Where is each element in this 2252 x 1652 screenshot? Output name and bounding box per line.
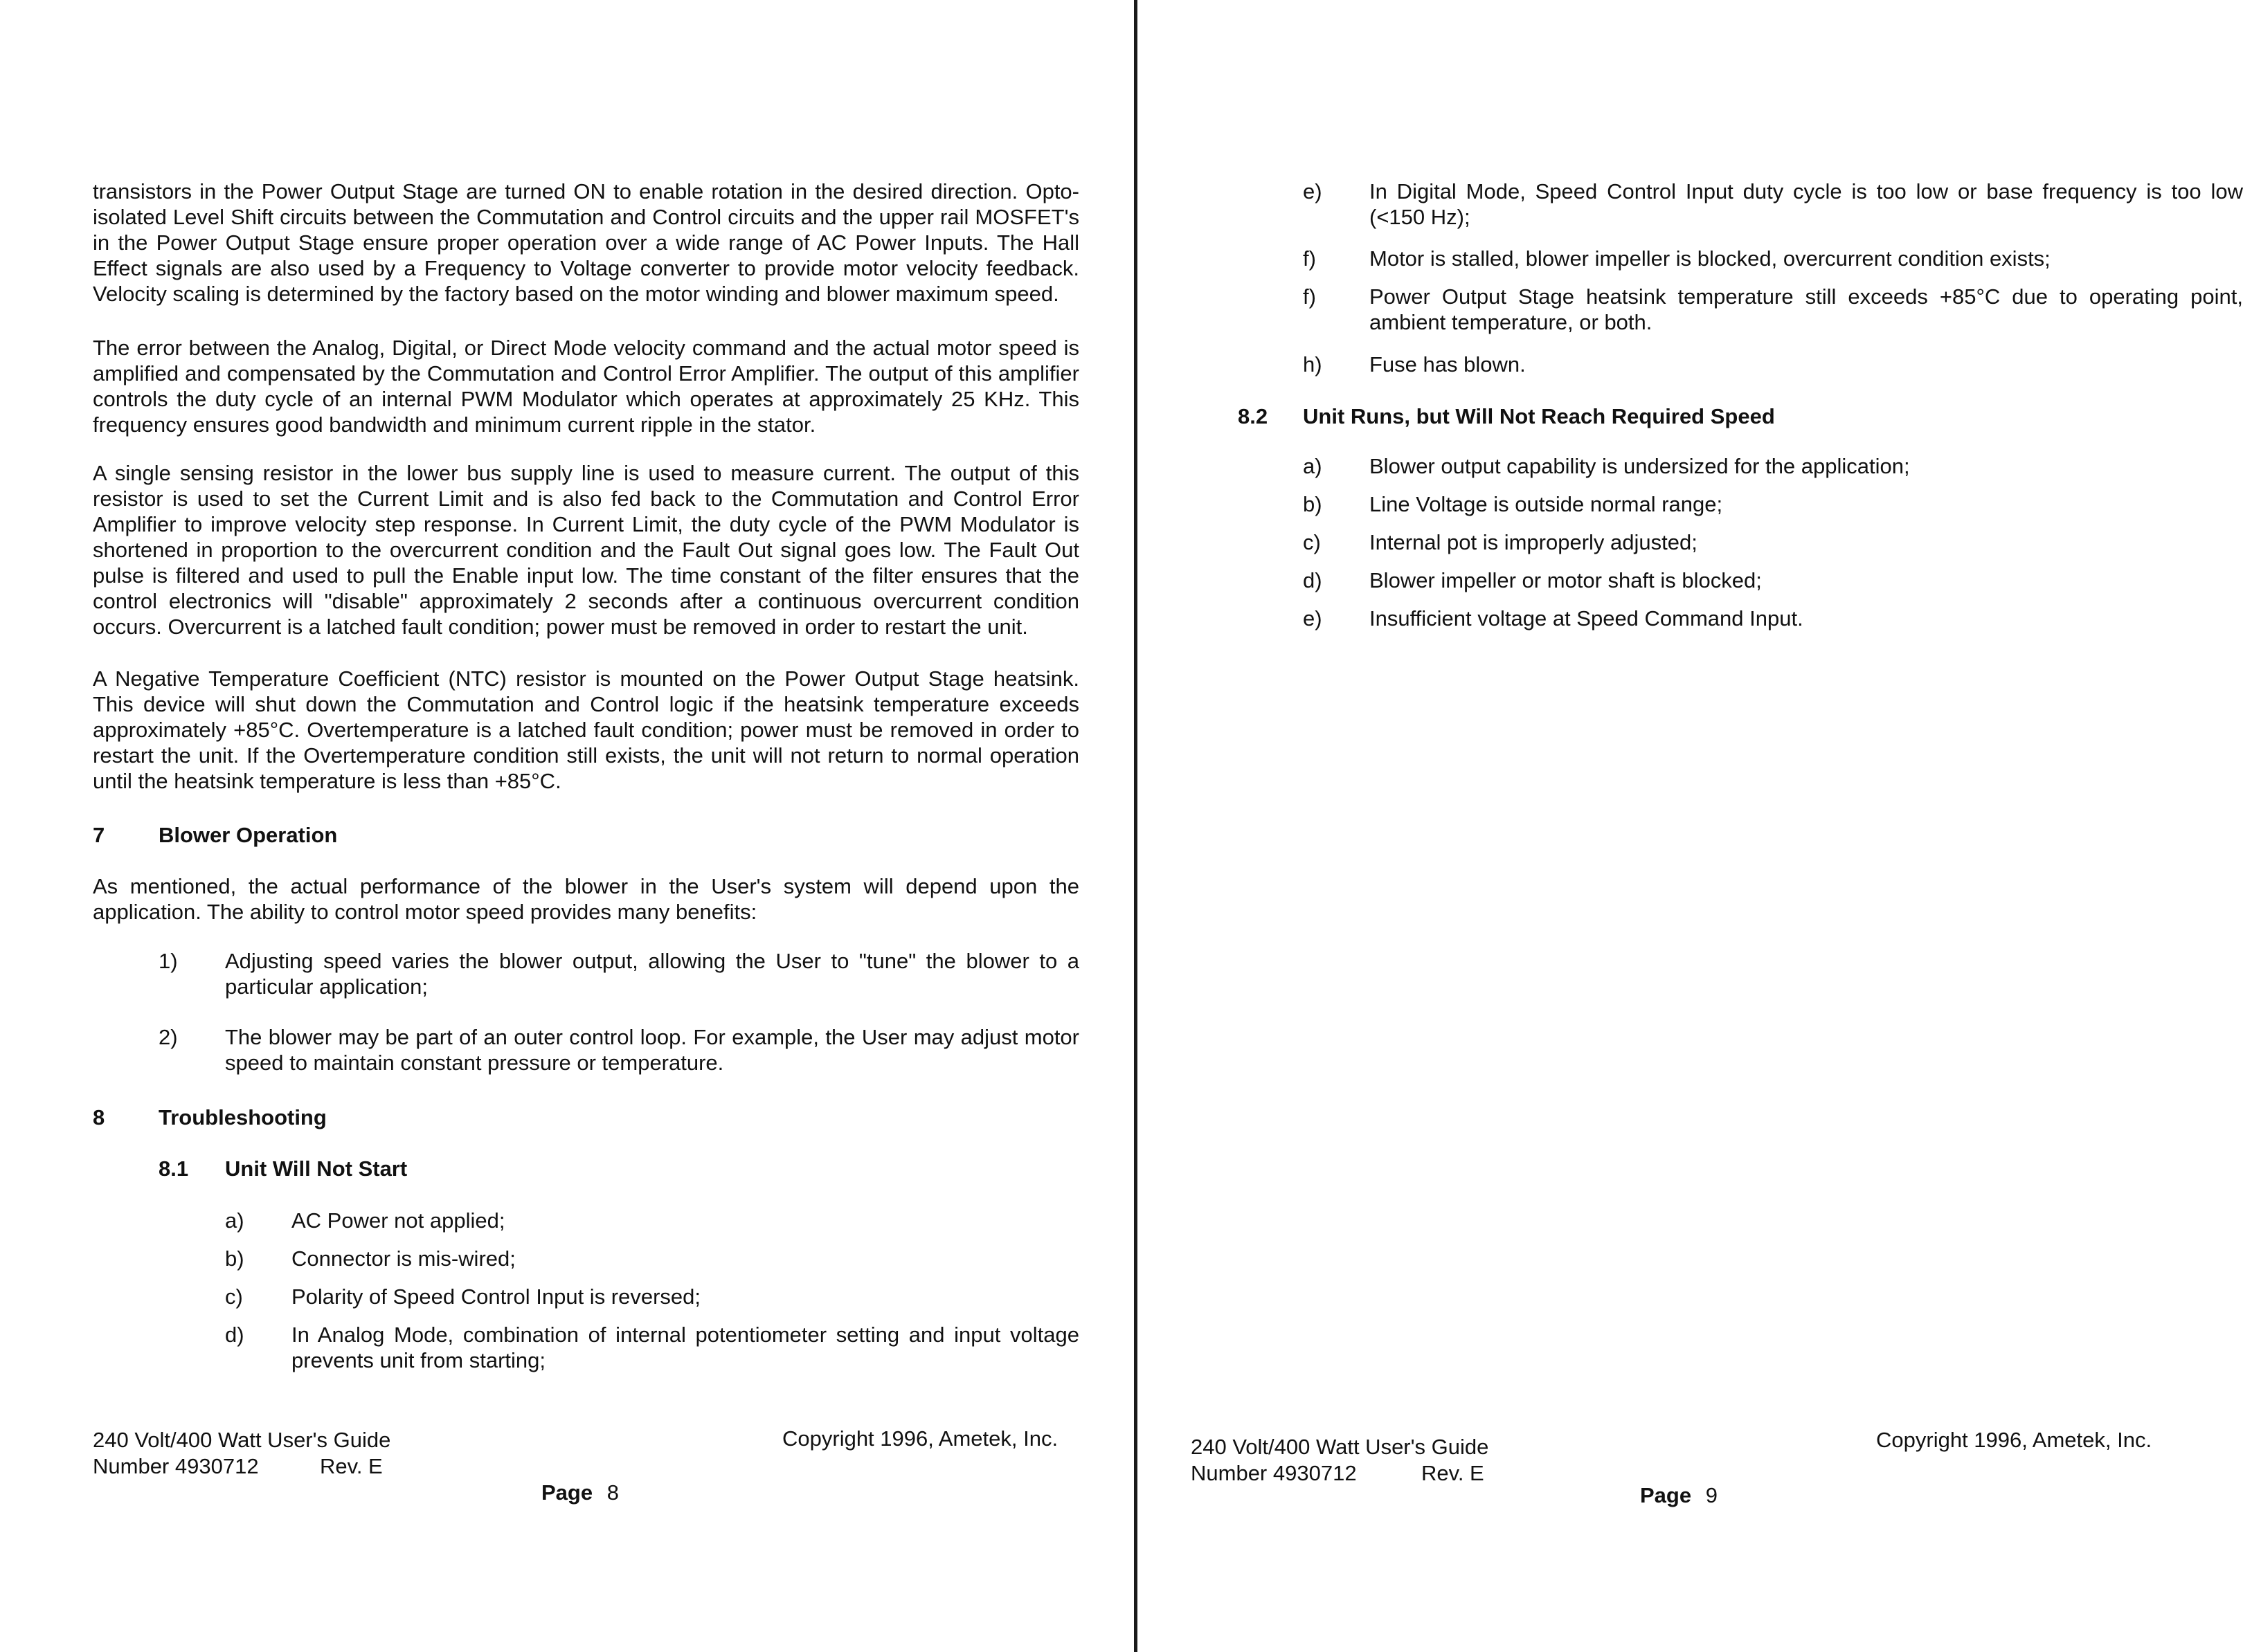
list-item (1303, 352, 2243, 379)
list-item (1303, 246, 2243, 273)
list-item (159, 1024, 1079, 1080)
list-label: b) (225, 1246, 244, 1271)
section-number: 8.1 (159, 1156, 189, 1181)
footer-copyright: Copyright 1996, Ametek, Inc. (1876, 1428, 2152, 1452)
list-text: Adjusting speed varies the blower output, allowing the User to "tune" the blower to a particular application; (225, 949, 1079, 999)
page-number-value: 9 (1705, 1483, 1718, 1507)
list-text: AC Power not applied; (291, 1208, 505, 1233)
list-text: Insufficient voltage at Speed Command Input. (1369, 606, 1803, 630)
page-number (541, 1480, 680, 1505)
list-item (159, 948, 1079, 1004)
list-text: Blower impeller or motor shaft is blocked; (1369, 568, 1762, 592)
page-number (1640, 1482, 1778, 1508)
section-8-1-heading (159, 1156, 643, 1183)
list-item (1303, 568, 2243, 595)
list-item (1303, 284, 2243, 339)
paragraph-ntc-resistor: A Negative Temperature Coefficient (NTC) resistor is mounted on the Power Output Stage heatsink. This device will shut down the Commutation and Control logic if the heatsink temperature exceeds approximately +85°C. Overtemperature is a latched fault condition; power must be removed in order to restart the unit. If the Overtemperature condition still exists, the unit will not return to normal operation until the heatsink temperature is less than +85°C. (93, 666, 1079, 793)
list-label: d) (225, 1323, 244, 1347)
section-8-heading (93, 1105, 508, 1132)
page-number-value: 8 (606, 1480, 619, 1505)
footer-doc-number: Number 4930712 (1191, 1461, 1357, 1485)
footer-doc-number: Number 4930712 (93, 1454, 259, 1478)
section-number: 7 (93, 823, 105, 847)
section-number: 8 (93, 1105, 105, 1129)
list-label: c) (1303, 530, 1321, 554)
footer-guide-title: 240 Volt/400 Watt User's Guide (93, 1428, 391, 1452)
list-text: In Analog Mode, combination of internal potentiometer setting and input voltage prevents unit from starting; (291, 1323, 1079, 1372)
list-item (225, 1322, 1079, 1377)
section-title: Troubleshooting (159, 1105, 327, 1129)
page-label: Page (541, 1480, 593, 1505)
list-label: a) (1303, 454, 1322, 478)
right-page (1142, 0, 2252, 1652)
page-label: Page (1640, 1483, 1692, 1507)
list-label: 1) (159, 949, 178, 973)
list-label: 2) (159, 1025, 178, 1049)
list-text: The blower may be part of an outer control loop. For example, the User may adjust motor speed to maintain constant pressure or temperature. (225, 1025, 1079, 1075)
footer-doc-number-row (1191, 1460, 1537, 1487)
paragraph-current-limit: A single sensing resistor in the lower bus supply line is used to measure current. The output of this resistor is used to set the Current Limit and is also fed back to the Commutation and Control Error Amplifier to improve velocity step response. In Current Limit, the duty cycle of the PWM Modulator is shortened in proportion to the overcurrent condition and the Fault Out signal goes low. The Fault Out pulse is filtered and used to pull the Enable input low. The time constant of the filter ensures that the control electronics will "disable" approximately 2 seconds after a continuous overcurrent condition occurs. Overcurrent is a latched fault condition; power must be removed in order to restart the unit. (93, 461, 1079, 639)
paragraph-error-amplifier: The error between the Analog, Digital, or Direct Mode velocity command and the actual motor speed is amplified and compensated by the Commutation and Control Error Amplifier. The output of this amplifier controls the duty cycle of an internal PWM Modulator which operates at approximately 25 KHz. This frequency ensures good bandwidth and minimum current ripple in the stator. (93, 336, 1079, 437)
footer-copyright: Copyright 1996, Ametek, Inc. (782, 1426, 1059, 1451)
list-label: e) (1303, 179, 1322, 203)
list-item (225, 1284, 1079, 1311)
paragraph-power-output: transistors in the Power Output Stage are turned ON to enable rotation in the desired direction. Opto-isolated Level Shift circuits between the Commutation and Control circuits and the upper rail MOSFET's in the Power Output Stage ensure proper operation over a wide range of AC Power Inputs. The Hall Effect signals are also used by a Frequency to Voltage converter to provide motor velocity feedback. Velocity scaling is determined by the factory based on the motor winding and blower maximum speed. (93, 179, 1079, 306)
page-divider (1134, 0, 1137, 1652)
section-number: 8.2 (1238, 404, 1268, 428)
list-label: c) (225, 1285, 243, 1309)
list-text: Fuse has blown. (1369, 352, 1526, 376)
list-item (1303, 453, 2243, 481)
list-item (225, 1246, 1079, 1273)
list-text: Polarity of Speed Control Input is reversed; (291, 1285, 701, 1309)
list-text: In Digital Mode, Speed Control Input duty cycle is too low or base frequency is too low (<150 Hz); (1369, 179, 2243, 229)
section-title: Unit Will Not Start (225, 1156, 408, 1181)
footer-guide-title: 240 Volt/400 Watt User's Guide (1191, 1435, 1489, 1459)
list-label: f) (1303, 246, 1316, 271)
blower-operation-intro: As mentioned, the actual performance of the blower in the User's system will depend upon the application. The ability to control motor speed provides many benefits: (93, 874, 1079, 924)
list-label: d) (1303, 568, 1322, 592)
list-item (1303, 179, 2243, 234)
list-text: Blower output capability is undersized for the application; (1369, 454, 1910, 478)
section-8-2-heading (1238, 403, 1999, 431)
footer-revision: Rev. E (1421, 1461, 1484, 1485)
footer-guide-info (93, 1427, 439, 1482)
list-label: f) (1303, 284, 1316, 309)
list-text: Connector is mis-wired; (291, 1246, 516, 1271)
section-title: Blower Operation (159, 823, 338, 847)
section-7-heading (93, 822, 508, 850)
list-item (1303, 491, 2243, 519)
list-item (225, 1208, 1079, 1235)
list-label: h) (1303, 352, 1322, 376)
list-text: Internal pot is improperly adjusted; (1369, 530, 1697, 554)
list-label: e) (1303, 606, 1322, 630)
list-item (1303, 606, 2243, 633)
footer-guide-info (1191, 1434, 1537, 1489)
section-title: Unit Runs, but Will Not Reach Required Speed (1303, 404, 1775, 428)
list-item (1303, 529, 2243, 557)
footer-doc-number-row (93, 1453, 439, 1480)
list-text: Motor is stalled, blower impeller is blocked, overcurrent condition exists; (1369, 246, 2051, 271)
list-text: Line Voltage is outside normal range; (1369, 492, 1723, 516)
footer-revision: Rev. E (320, 1454, 383, 1478)
list-label: a) (225, 1208, 244, 1233)
list-label: b) (1303, 492, 1322, 516)
list-text: Power Output Stage heatsink temperature still exceeds +85°C due to operating point, ambient temperature, or both. (1369, 284, 2243, 334)
